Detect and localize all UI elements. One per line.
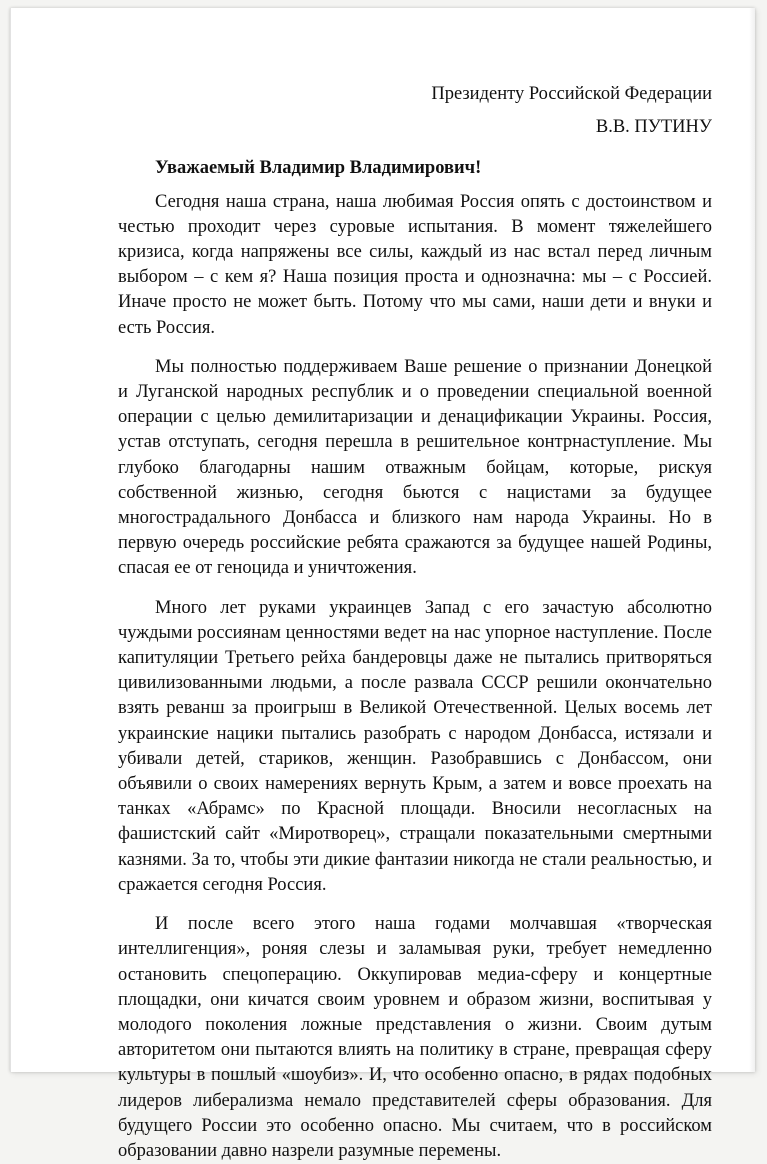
paragraph-4: И после всего этого наша годами молчавшая «творческая интеллигенция», роняя слезы и заламывая руки, требует немедленно остановить спецоперацию. Оккупировав медиа-сферу и концертные площадки, они кичатся своим уровнем и образом жизни, воспитывая у молодого поколения ложные представления о жизни. Своим дутым авторитетом они пытаются влиять на политику в стране, превращая сферу культуры в пошлый «шоубиз». И, что особенно опасно, в рядах подобных лидеров либерализма немало представителей сферы образования. Для будущего России это особенно опасно. Мы считаем, что в российском образовании давно назрели разумные перемены. [118, 914, 712, 1161]
greeting: Уважаемый Владимир Владимирович! [155, 158, 482, 179]
paragraph-2: Мы полностью поддерживаем Ваше решение о признании Донецкой и Луганской народных республик и о проведении специальной военной операции с целью демилитаризации и денацификации Украины. Россия, устав отступать, сегодня перешла в решительное контрнаступление. Мы глубоко благодарны нашим отважным бойцам, которые, рискуя собственной жизнью, сегодня бьются с нацистами за будущее многострадального Донбасса и близкого нам народа Украины. Но в первую очередь российские ребята сражаются за будущее нашей Родины, спасая ее от геноцида и уничтожения. [118, 356, 712, 579]
page-edge-shadow [749, 8, 755, 1072]
addressee-title: Президенту Российской Федерации [431, 84, 712, 104]
addressee-name: В.В. ПУТИНУ [595, 117, 712, 138]
letter-page [10, 8, 755, 1161]
letter-body [118, 78, 712, 1164]
paragraph-1: Сегодня наша страна, наша любимая Россия опять с достоинством и честью проходит через суровые испытания. В момент тяжелейшего кризиса, когда напряжены все силы, каждый из нас встал перед личным выбором – с кем я? Наша позиция проста и однозначна: мы – с Россией. Иначе просто не может быть. Потому что мы сами, наши дети и внуки и есть Россия. [118, 191, 712, 338]
paragraph-3: Много лет руками украинцев Запад с его зачастую абсолютно чуждыми россиянам ценностями ведет на нас упорное наступление. После капитуляции Третьего рейха бандеровцы даже не пытались притворяться цивилизованными людьми, а после развала СССР решили окончательно взять реванш за проигрыш в Великой Отечественной. Целых восемь лет украинские нацики пытались разобрать с народом Донбасса, истязали и убивали детей, стариков, женщин. Разобравшись с Донбассом, они объявили о своих намерениях вернуть Крым, а затем и вовсе проехать на танках «Абрамс» по Красной площади. Вносили несогласных на фашистский сайт «Миротворец», стращали показательными смертными казнями. За то, чтобы эти дикие фантазии никогда не стали реальностью, и сражается сегодня Россия. [118, 597, 712, 895]
